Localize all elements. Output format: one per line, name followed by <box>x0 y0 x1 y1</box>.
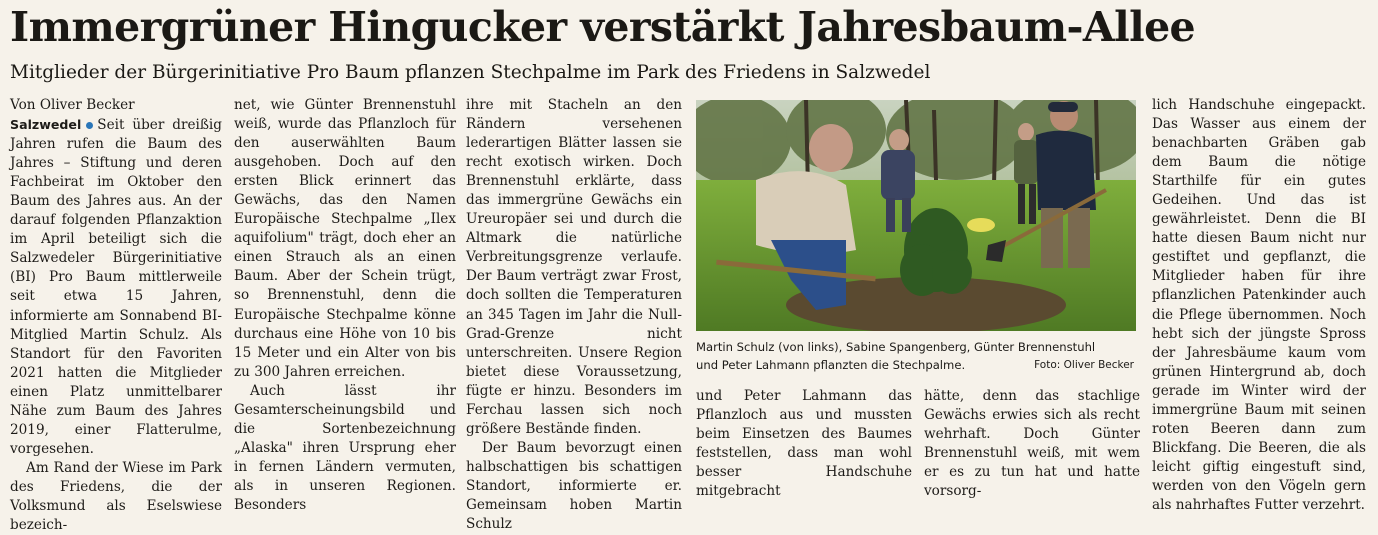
tree-planting-photo-icon <box>696 100 1136 331</box>
dateline-dot-icon <box>86 122 93 129</box>
article-column-2 <box>234 96 456 515</box>
article-column-6 <box>1152 96 1366 515</box>
paragraph-text: Seit über dreißig Jahren rufen die Baum des Jahres – Stiftung und deren Fachbeirat im Oktober den Baum des Jahres aus. An der darauf folgenden Pflanzaktion im April beteiligt sich die Salzwedeler Bürgerinitiative (BI) Pro Baum mittlerweile seit etwa 15 Jahren, informierte am Sonnabend BI-Mitglied Martin Schulz. Als Standort für den Favoriten 2021 hatten die Mitglieder einen Platz unmittelbarer Nähe zum Baum des Jahres 2019, einer Flatterulme, vorgesehen. <box>10 117 222 457</box>
paragraph: ihre mit Stacheln an den Rändern versehenen lederartigen Blätter lassen sie recht exotisch wirken. Doch Brennenstuhl erklärte, dass das immergrüne Gewächs ein Ureuropäer sei und durch die Altmark die natürliche Verbreitungsgrenze verlaufe. Der Baum verträgt zwar Frost, doch sollten die Temperaturen an 345 Tagen im Jahr die Null-Grad-Grenze nicht unterschreiten. Unsere Region bietet diese Voraussetzung, fügte er hinzu. Besonders im Ferchau lassen sich noch größere Bestände finden. <box>466 97 682 437</box>
photo-caption <box>696 338 1138 374</box>
article-column-4 <box>696 387 912 501</box>
paragraph: net, wie Günter Brennenstuhl weiß, wurde das Pflanzloch für den auserwählten Baum ausgehoben. Doch auf den ersten Blick erinnert das Gewächs, das den Namen Europäische Stechpalme „Ilex aquifolium" trägt, doch eher an einen Strauch als an einen Baum. Aber der Schein trügt, so Brennenstuhl, denn die Europäische Stechpalme könne durchaus eine Höhe von 10 bis 15 Meter und ein Alter von bis zu 300 Jahren erreichen. <box>234 97 456 380</box>
paragraph: Der Baum bevorzugt einen halbschattigen bis schattigen Standort, informierte er. Gemeinsam hoben Martin Schulz <box>466 439 682 533</box>
paragraph: und Peter Lahmann das Pflanzloch aus und mussten beim Einsetzen des Baumes feststellen, dass man wohl besser Handschuhe mitgebracht <box>696 388 912 500</box>
lead-paragraph <box>10 115 222 459</box>
paragraph: Auch lässt ihr Gesamterscheinungsbild und die Sortenbezeichnung „Alaska" ihren Ursprung eher in fernen Ländern vermuten, als in unseren Regionen. Besonders <box>234 382 456 513</box>
article-column-1 <box>10 96 222 535</box>
paragraph: lich Handschuhe eingepackt. Das Wasser aus einem der benachbarten Gräben gab dem Baum die nötige Starthilfe für ein gutes Gedeihen. Und das ist gewährleistet. Denn die BI hatte diesen Baum nicht nur gestiftet und gepflanzt, die Mitglieder haben für ihre pflanzlichen Patenkinder auch die Pflege übernommen. Noch hebt sich der jüngste Spross der Jahresbäume kaum vom grünen Hintergrund ab, doch gerade im Winter wird der immergrüne Baum mit seinen roten Beeren dann zum Blickfang. Die Beeren, die als leicht giftig eingestuft sind, werden von den Vögeln gern als nahrhaftes Futter verzehrt. <box>1152 97 1366 513</box>
headline: Immergrüner Hingucker verstärkt Jahresbaum-Allee <box>10 3 1196 51</box>
caption-line: und Peter Lahmann pflanzten die Stechpalme. <box>696 358 966 372</box>
article-photo <box>696 100 1136 331</box>
article-column-5 <box>924 387 1140 501</box>
subheadline: Mitglieder der Bürgerinitiative Pro Baum pflanzen Stechpalme im Park des Friedens in Salzwedel <box>10 62 931 83</box>
article-column-3 <box>466 96 682 534</box>
byline: Von Oliver Becker <box>10 97 135 113</box>
caption-line: Martin Schulz (von links), Sabine Spangenberg, Günter Brennenstuhl <box>696 340 1096 354</box>
paragraph: hätte, denn das stachlige Gewächs erwies sich als recht wehrhaft. Doch Günter Brennenstuhl weiß, mit wem er es zu tun hat und hatte vorsorg- <box>924 388 1140 500</box>
paragraph: Am Rand der Wiese im Park des Friedens, die der Volksmund als Eselswiese bezeich- <box>10 459 222 534</box>
dateline: Salzwedel <box>10 117 82 133</box>
photo-credit: Foto: Oliver Becker <box>1034 359 1134 371</box>
